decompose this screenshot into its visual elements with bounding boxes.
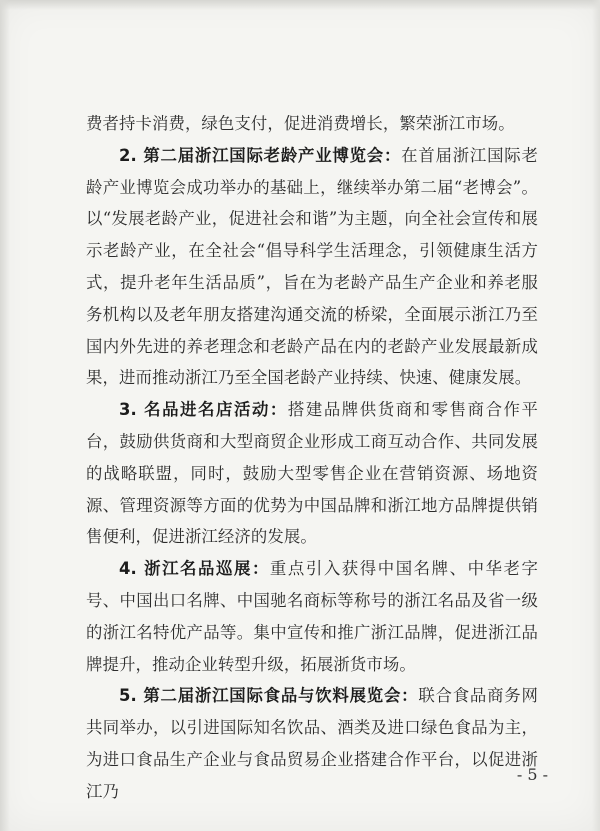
- scan-edge-right: [592, 0, 600, 831]
- paragraph-text: 在首届浙江国际老龄产业博览会成功举办的基础上，继续举办第二届“老博会”。以“发展老龄产业，促进社会和谐”为主题，向全社会宣传和展示老龄产业，在全社会“倡导科学生活理念，引领健康生活方式，提升老年生活品质”，旨在为老龄产品生产企业和养老服务机构以及老年朋友搭建沟通交流的桥梁，全面展示浙江乃至国内外先进的养老理念和老龄产品在内的老龄产业发展最新成果，进而推动浙江乃至全国老龄产业持续、快速、健康发展。: [86, 145, 538, 388]
- paragraph-item-4: [86, 553, 538, 680]
- paragraph-continuation: [86, 108, 538, 140]
- document-body: [86, 108, 538, 808]
- paragraph-heading: 4. 浙江名品巡展：: [119, 559, 270, 579]
- paragraph-item-5: [86, 680, 538, 807]
- paragraph-text: 搭建品牌供货商和零售商合作平台，鼓励供货商和大型商贸企业形成工商互动合作、共同发展的战略联盟，同时，鼓励大型零售企业在营销资源、场地资源、管理资源等方面的优势为中国品牌和浙江地方品牌提供销售便利，促进浙江经济的发展。: [86, 400, 538, 547]
- page-number: - 5 -: [516, 765, 548, 784]
- paragraph-heading: 2. 第二届浙江国际老龄产业博览会：: [119, 145, 402, 165]
- paragraph-text: 重点引入获得中国名牌、中华老字号、中国出口名牌、中国驰名商标等称号的浙江名品及省一级的浙江名特优产品等。集中宣传和推广浙江品牌，促进浙江品牌提升，推动企业转型升级，拓展浙货市场。: [86, 559, 539, 674]
- paragraph-item-3: [86, 394, 538, 553]
- paragraph-heading: 3. 名品进名店活动：: [119, 400, 288, 420]
- paragraph-text: 费者持卡消费，绿色支付，促进消费增长，繁荣浙江市场。: [86, 114, 515, 133]
- scan-edge-left: [0, 0, 10, 831]
- scan-edge-top: [0, 0, 600, 10]
- paragraph-heading: 5. 第二届浙江国际食品与饮料展览会：: [119, 686, 419, 706]
- paragraph-item-2: [86, 140, 538, 394]
- paragraph-text: 联合食品商务网共同举办，以引进国际知名饮品、酒类及进口绿色食品为主，为进口食品生产企业与食品贸易企业搭建合作平台，以促进浙江乃: [86, 686, 538, 801]
